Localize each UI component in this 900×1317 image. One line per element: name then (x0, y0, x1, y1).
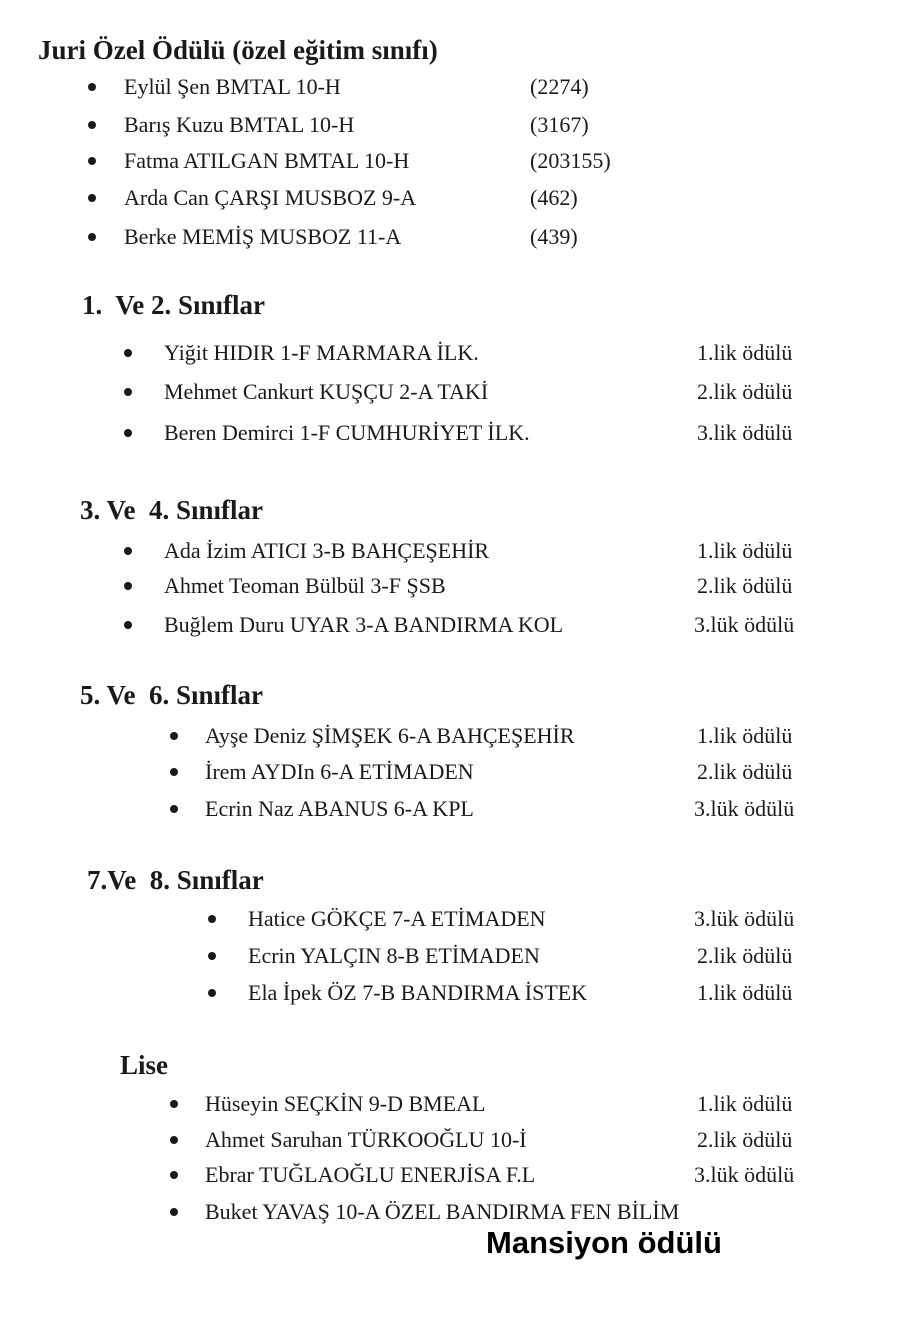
student-code: (2274) (530, 74, 589, 99)
bullet-icon (208, 915, 216, 923)
award-label: 3.lük ödülü (694, 1162, 795, 1187)
award-label: 2.lik ödülü (697, 943, 793, 968)
award-label: 3.lük ödülü (694, 612, 795, 637)
student-name: Ecrin YALÇIN 8-B ETİMADEN (248, 943, 540, 968)
bullet-icon (124, 621, 132, 629)
bullet-icon (170, 732, 178, 740)
section-heading-grades-5-6: 5. Ve 6. Sınıflar (80, 680, 264, 710)
award-label: 2.lik ödülü (697, 573, 793, 598)
student-name: Barış Kuzu BMTAL 10-H (124, 112, 355, 137)
list-item (0, 1197, 900, 1227)
award-label: 3.lik ödülü (697, 420, 793, 445)
student-code: (439) (530, 224, 578, 249)
honorable-mention-label: Mansiyon ödülü (486, 1225, 722, 1260)
bullet-icon (124, 429, 132, 437)
award-label: 1.lik ödülü (697, 1091, 793, 1116)
student-name: Beren Demirci 1-F CUMHURİYET İLK. (164, 420, 530, 445)
student-code: (462) (530, 185, 578, 210)
bullet-icon (88, 121, 96, 129)
list-item (0, 536, 900, 566)
award-label: 3.lük ödülü (694, 906, 795, 931)
list-item (0, 146, 900, 176)
bullet-icon (88, 233, 96, 241)
list-item (0, 610, 900, 640)
bullet-icon (124, 547, 132, 555)
award-label: 2.lik ödülü (697, 379, 793, 404)
student-name: Arda Can ÇARŞI MUSBOZ 9-A (124, 185, 417, 210)
list-item (0, 183, 900, 213)
bullet-icon (170, 1171, 178, 1179)
list-item (0, 338, 900, 368)
list-item (0, 377, 900, 407)
award-label: 3.lük ödülü (694, 796, 795, 821)
bullet-icon (170, 805, 178, 813)
bullet-icon (208, 989, 216, 997)
bullet-icon (208, 952, 216, 960)
student-name: Mehmet Cankurt KUŞÇU 2-A TAKİ (164, 379, 489, 404)
student-name: Ayşe Deniz ŞİMŞEK 6-A BAHÇEŞEHİR (205, 723, 575, 748)
list-item (0, 571, 900, 601)
bullet-icon (88, 157, 96, 165)
student-code: (3167) (530, 112, 589, 137)
student-code: (203155) (530, 148, 611, 173)
award-label: 2.lik ödülü (697, 1127, 793, 1152)
list-item (0, 794, 900, 824)
bullet-icon (124, 388, 132, 396)
award-label: 2.lik ödülü (697, 759, 793, 784)
student-name: Ahmet Saruhan TÜRKOOĞLU 10-İ (205, 1127, 527, 1152)
student-name: Ada İzim ATICI 3-B BAHÇEŞEHİR (164, 538, 490, 563)
student-name: Yiğit HIDIR 1-F MARMARA İLK. (164, 340, 479, 365)
bullet-icon (88, 83, 96, 91)
list-item (0, 941, 900, 971)
award-label: 1.lik ödülü (697, 538, 793, 563)
section-heading-grades-1-2: 1. Ve 2. Sınıflar (82, 290, 266, 320)
award-label: 1.lik ödülü (697, 980, 793, 1005)
list-item (0, 1089, 900, 1119)
section-heading-grades-7-8: 7.Ve 8. Sınıflar (87, 865, 264, 895)
bullet-icon (124, 582, 132, 590)
list-item (0, 721, 900, 751)
student-name: İrem AYDIn 6-A ETİMADEN (205, 759, 474, 784)
list-item (0, 978, 900, 1008)
list-item (0, 110, 900, 140)
bullet-icon (170, 1208, 178, 1216)
student-name: Eylül Şen BMTAL 10-H (124, 74, 341, 99)
bullet-icon (170, 768, 178, 776)
section-heading-lise: Lise (120, 1050, 169, 1080)
list-item (0, 222, 900, 252)
section-heading-juri: Juri Özel Ödülü (özel eğitim sınıfı) (38, 35, 438, 65)
student-name: Fatma ATILGAN BMTAL 10-H (124, 148, 410, 173)
list-item (0, 1160, 900, 1190)
list-item (0, 904, 900, 934)
award-label: 1.lik ödülü (697, 723, 793, 748)
student-name: Hatice GÖKÇE 7-A ETİMADEN (248, 906, 546, 931)
list-item (0, 72, 900, 102)
list-item (0, 1125, 900, 1155)
student-name: Hüseyin SEÇKİN 9-D BMEAL (205, 1091, 486, 1116)
student-name: Ahmet Teoman Bülbül 3-F ŞSB (164, 573, 446, 598)
student-name: Berke MEMİŞ MUSBOZ 11-A (124, 224, 402, 249)
student-name: Buket YAVAŞ 10-A ÖZEL BANDIRMA FEN BİLİM (205, 1199, 680, 1224)
student-name: Ecrin Naz ABANUS 6-A KPL (205, 796, 474, 821)
bullet-icon (124, 349, 132, 357)
student-name: Ela İpek ÖZ 7-B BANDIRMA İSTEK (248, 980, 588, 1005)
bullet-icon (170, 1136, 178, 1144)
list-item (0, 757, 900, 787)
bullet-icon (170, 1100, 178, 1108)
award-label: 1.lik ödülü (697, 340, 793, 365)
list-item (0, 418, 900, 448)
bullet-icon (88, 194, 96, 202)
student-name: Ebrar TUĞLAOĞLU ENERJİSA F.L (205, 1162, 536, 1187)
student-name: Buğlem Duru UYAR 3-A BANDIRMA KOL (164, 612, 564, 637)
section-heading-grades-3-4: 3. Ve 4. Sınıflar (80, 495, 264, 525)
